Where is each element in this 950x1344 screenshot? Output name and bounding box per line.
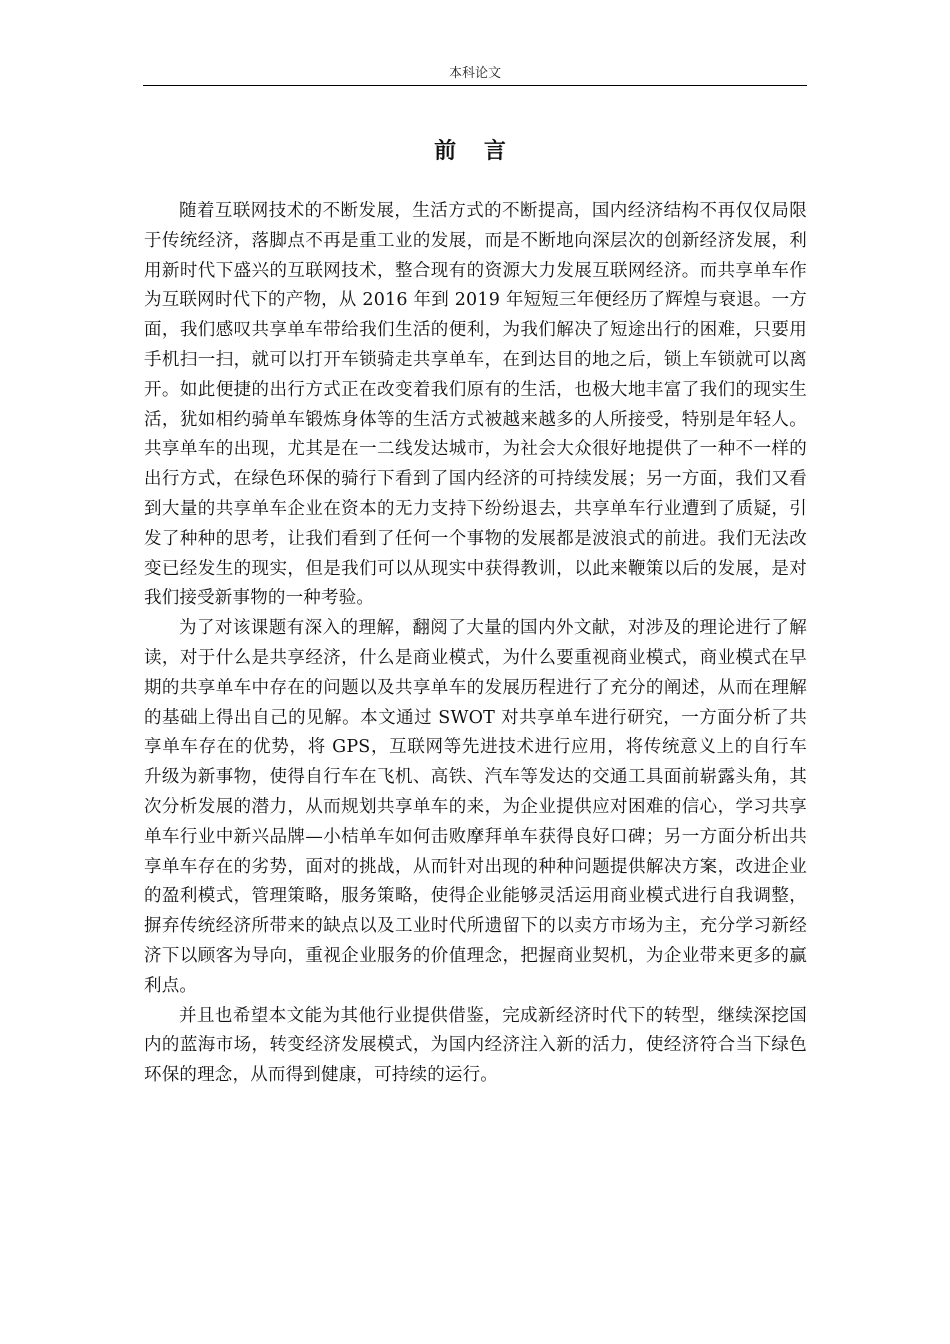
paragraph-3: 并且也希望本文能为其他行业提供借鉴，完成新经济时代下的转型，继续深挖国内的蓝海市场，转变经济发展模式，为国内经济注入新的活力，使经济符合当下绿色环保的理念，从而得到健康，可持续的运行。 bbox=[144, 1005, 807, 1086]
paragraph-2: 为了对该课题有深入的理解，翻阅了大量的国内外文献，对涉及的理论进行了解读，对于什么是共享经济，什么是商业模式，为什么要重视商业模式，商业模式在早期的共享单车中存在的问题以及共享单车的发展历程进行了充分的阐述，从而在理解的基础上得出自己的见解。本文通过 SWOT 对共享单车进行研究，一方面分析了共享单车存在的优势，将 GPS，互联网等先进技术进行应用，将传统意义上的自行车升级为新事物，使得自行车在飞机、高铁、汽车等发达的交通工具面前崭露头角，其次分析发展的潜力，从而规划共享单车的来，为企业提供应对困难的信心，学习共享单车行业中新兴品牌—小桔单车如何击败摩拜单车获得良好口碑；另一方面分析出共享单车存在的劣势，面对的挑战，从而针对出现的种种问题提供解决方案，改进企业的盈利模式，管理策略，服务策略，使得企业能够灵活运用商业模式进行自我调整，摒弃传统经济所带来的缺点以及工业时代所遗留下的以卖方市场为主，充分学习新经济下以顾客为导向，重视企业服务的价值理念，把握商业契机，为企业带来更多的赢利点。 bbox=[144, 618, 807, 996]
running-header: 本科论文 bbox=[448, 66, 501, 81]
section-title: 前 言 bbox=[434, 138, 516, 164]
paragraph-1: 随着互联网技术的不断发展，生活方式的不断提高，国内经济结构不再仅仅局限于传统经济，落脚点不再是重工业的发展，而是不断地向深层次的创新经济发展，利用新时代下盛兴的互联网技术，整合现有的资源大力发展互联网经济。而共享单车作为互联网时代下的产物，从 2016 年到 2019 年短短三年便经历了辉煌与衰退。一方面，我们感叹共享单车带给我们生活的便利，为我们解决了短途出行的困难，只要用手机扫一扫，就可以打开车锁骑走共享单车，在到达目的地之后，锁上车锁就可以离开。如此便捷的出行方式正在改变着我们原有的生活，也极大地丰富了我们的现实生活，犹如相约骑单车锻炼身体等的生活方式被越来越多的人所接受，特别是年轻人。共享单车的出现，尤其是在一二线发达城市，为社会大众很好地提供了一种不一样的出行方式，在绿色环保的骑行下看到了国内经济的可持续发展；另一方面，我们又看到大量的共享单车企业在资本的无力支持下纷纷退去，共享单车行业遭到了质疑，引发了种种的思考，让我们看到了任何一个事物的发展都是波浪式的前进。我们无法改变已经发生的现实，但是我们可以从现实中获得教训，以此来鞭策以后的发展，是对我们接受新事物的一种考验。 bbox=[144, 201, 807, 609]
body-text bbox=[144, 197, 807, 1091]
header-rule bbox=[143, 85, 807, 86]
